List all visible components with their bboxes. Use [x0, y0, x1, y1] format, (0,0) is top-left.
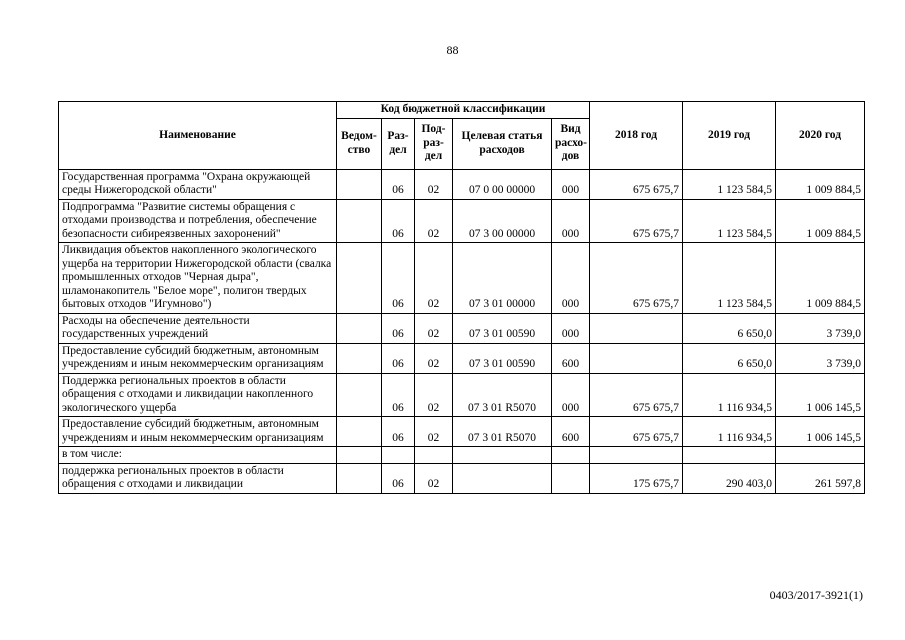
cell-name: Государственная программа "Охрана окружающей среды Нижегородской области": [59, 169, 337, 199]
cell-2020: 1 009 884,5: [776, 199, 865, 243]
table-row: [59, 373, 865, 417]
document-code: 0403/2017-3921(1): [769, 588, 863, 602]
cell-vedomstvo: [337, 417, 382, 447]
table-row: [59, 417, 865, 447]
cell-vedomstvo: [337, 313, 382, 343]
cell-name: Предоставление субсидий бюджетным, автономным учреждениям и иным некоммерческим организациям: [59, 417, 337, 447]
cell-vid-rashodov: [552, 463, 590, 493]
cell-celevaya-statya: 07 0 00 00000: [453, 169, 552, 199]
table-row: [59, 447, 865, 464]
cell-celevaya-statya: 07 3 01 R5070: [453, 373, 552, 417]
cell-podrazdel: 02: [415, 463, 453, 493]
cell-2018: 675 675,7: [590, 199, 683, 243]
cell-podrazdel: 02: [415, 417, 453, 447]
cell-2019: 290 403,0: [683, 463, 776, 493]
cell-podrazdel: 02: [415, 169, 453, 199]
header-razdel: Раз-дел: [382, 118, 415, 169]
cell-vid-rashodov: 000: [552, 373, 590, 417]
cell-2019: 1 123 584,5: [683, 169, 776, 199]
cell-vedomstvo: [337, 447, 382, 464]
cell-celevaya-statya: 07 3 01 00000: [453, 243, 552, 314]
cell-2020: 1 006 145,5: [776, 373, 865, 417]
header-vid: Вид расхо-дов: [552, 118, 590, 169]
cell-2020: [776, 447, 865, 464]
cell-razdel: 06: [382, 199, 415, 243]
header-name: Наименование: [59, 102, 337, 170]
cell-2018: 175 675,7: [590, 463, 683, 493]
cell-2019: 6 650,0: [683, 343, 776, 373]
budget-table: [58, 101, 865, 494]
cell-2019: 6 650,0: [683, 313, 776, 343]
cell-2019: [683, 447, 776, 464]
cell-razdel: 06: [382, 343, 415, 373]
header-code-group: Код бюджетной классификации: [337, 102, 590, 119]
cell-vedomstvo: [337, 463, 382, 493]
cell-razdel: 06: [382, 373, 415, 417]
cell-razdel: 06: [382, 169, 415, 199]
page-number: 88: [446, 43, 459, 57]
header-2018: 2018 год: [590, 102, 683, 170]
cell-name: поддержка региональных проектов в области обращения с отходами и ликвидации: [59, 463, 337, 493]
table-row: [59, 243, 865, 314]
header-celevaya: Целевая статья расходов: [453, 118, 552, 169]
cell-2018: [590, 343, 683, 373]
cell-2019: 1 116 934,5: [683, 417, 776, 447]
cell-name: Расходы на обеспечение деятельности государственных учреждений: [59, 313, 337, 343]
cell-2020: 3 739,0: [776, 313, 865, 343]
cell-podrazdel: 02: [415, 199, 453, 243]
cell-2018: 675 675,7: [590, 169, 683, 199]
cell-name: Ликвидация объектов накопленного экологического ущерба на территории Нижегородской области (свалка промышленных отходов "Черная дыра", шламонакопитель "Белое море", полигон твердых бытовых отходов "Игумново"): [59, 243, 337, 314]
cell-razdel: 06: [382, 243, 415, 314]
cell-2019: 1 116 934,5: [683, 373, 776, 417]
cell-2020: 1 009 884,5: [776, 169, 865, 199]
cell-celevaya-statya: 07 3 01 00590: [453, 343, 552, 373]
cell-2019: 1 123 584,5: [683, 243, 776, 314]
cell-vid-rashodov: [552, 447, 590, 464]
cell-razdel: 06: [382, 417, 415, 447]
cell-podrazdel: 02: [415, 373, 453, 417]
header-vedomstvo: Ведом-ство: [337, 118, 382, 169]
cell-podrazdel: 02: [415, 243, 453, 314]
cell-celevaya-statya: 07 3 01 R5070: [453, 417, 552, 447]
cell-razdel: 06: [382, 463, 415, 493]
cell-vedomstvo: [337, 373, 382, 417]
table-row: [59, 313, 865, 343]
cell-vedomstvo: [337, 169, 382, 199]
cell-vedomstvo: [337, 243, 382, 314]
header-2020: 2020 год: [776, 102, 865, 170]
table-row: [59, 169, 865, 199]
cell-2018: 675 675,7: [590, 373, 683, 417]
table-row: [59, 199, 865, 243]
cell-vedomstvo: [337, 343, 382, 373]
cell-2020: 261 597,8: [776, 463, 865, 493]
cell-vid-rashodov: 000: [552, 199, 590, 243]
cell-vid-rashodov: 600: [552, 343, 590, 373]
cell-vid-rashodov: 000: [552, 313, 590, 343]
cell-name: в том числе:: [59, 447, 337, 464]
cell-2018: 675 675,7: [590, 417, 683, 447]
cell-vid-rashodov: 600: [552, 417, 590, 447]
cell-name: Поддержка региональных проектов в области обращения с отходами и ликвидации накопленного экологического ущерба: [59, 373, 337, 417]
cell-2018: [590, 313, 683, 343]
cell-vedomstvo: [337, 199, 382, 243]
cell-celevaya-statya: 07 3 00 00000: [453, 199, 552, 243]
cell-name: Предоставление субсидий бюджетным, автономным учреждениям и иным некоммерческим организациям: [59, 343, 337, 373]
header-podrazdel: Под-раз-дел: [415, 118, 453, 169]
cell-vid-rashodov: 000: [552, 169, 590, 199]
cell-podrazdel: 02: [415, 343, 453, 373]
table-row: [59, 343, 865, 373]
header-2019: 2019 год: [683, 102, 776, 170]
cell-2020: 3 739,0: [776, 343, 865, 373]
cell-podrazdel: 02: [415, 313, 453, 343]
cell-celevaya-statya: 07 3 01 00590: [453, 313, 552, 343]
cell-podrazdel: [415, 447, 453, 464]
cell-razdel: 06: [382, 313, 415, 343]
cell-2020: 1 009 884,5: [776, 243, 865, 314]
cell-2018: 675 675,7: [590, 243, 683, 314]
cell-celevaya-statya: [453, 447, 552, 464]
cell-razdel: [382, 447, 415, 464]
table-row: [59, 463, 865, 493]
cell-2019: 1 123 584,5: [683, 199, 776, 243]
cell-vid-rashodov: 000: [552, 243, 590, 314]
cell-celevaya-statya: [453, 463, 552, 493]
cell-name: Подпрограмма "Развитие системы обращения с отходами производства и потребления, обеспечение безопасности сибиреязвенных захоронений": [59, 199, 337, 243]
cell-2020: 1 006 145,5: [776, 417, 865, 447]
cell-2018: [590, 447, 683, 464]
